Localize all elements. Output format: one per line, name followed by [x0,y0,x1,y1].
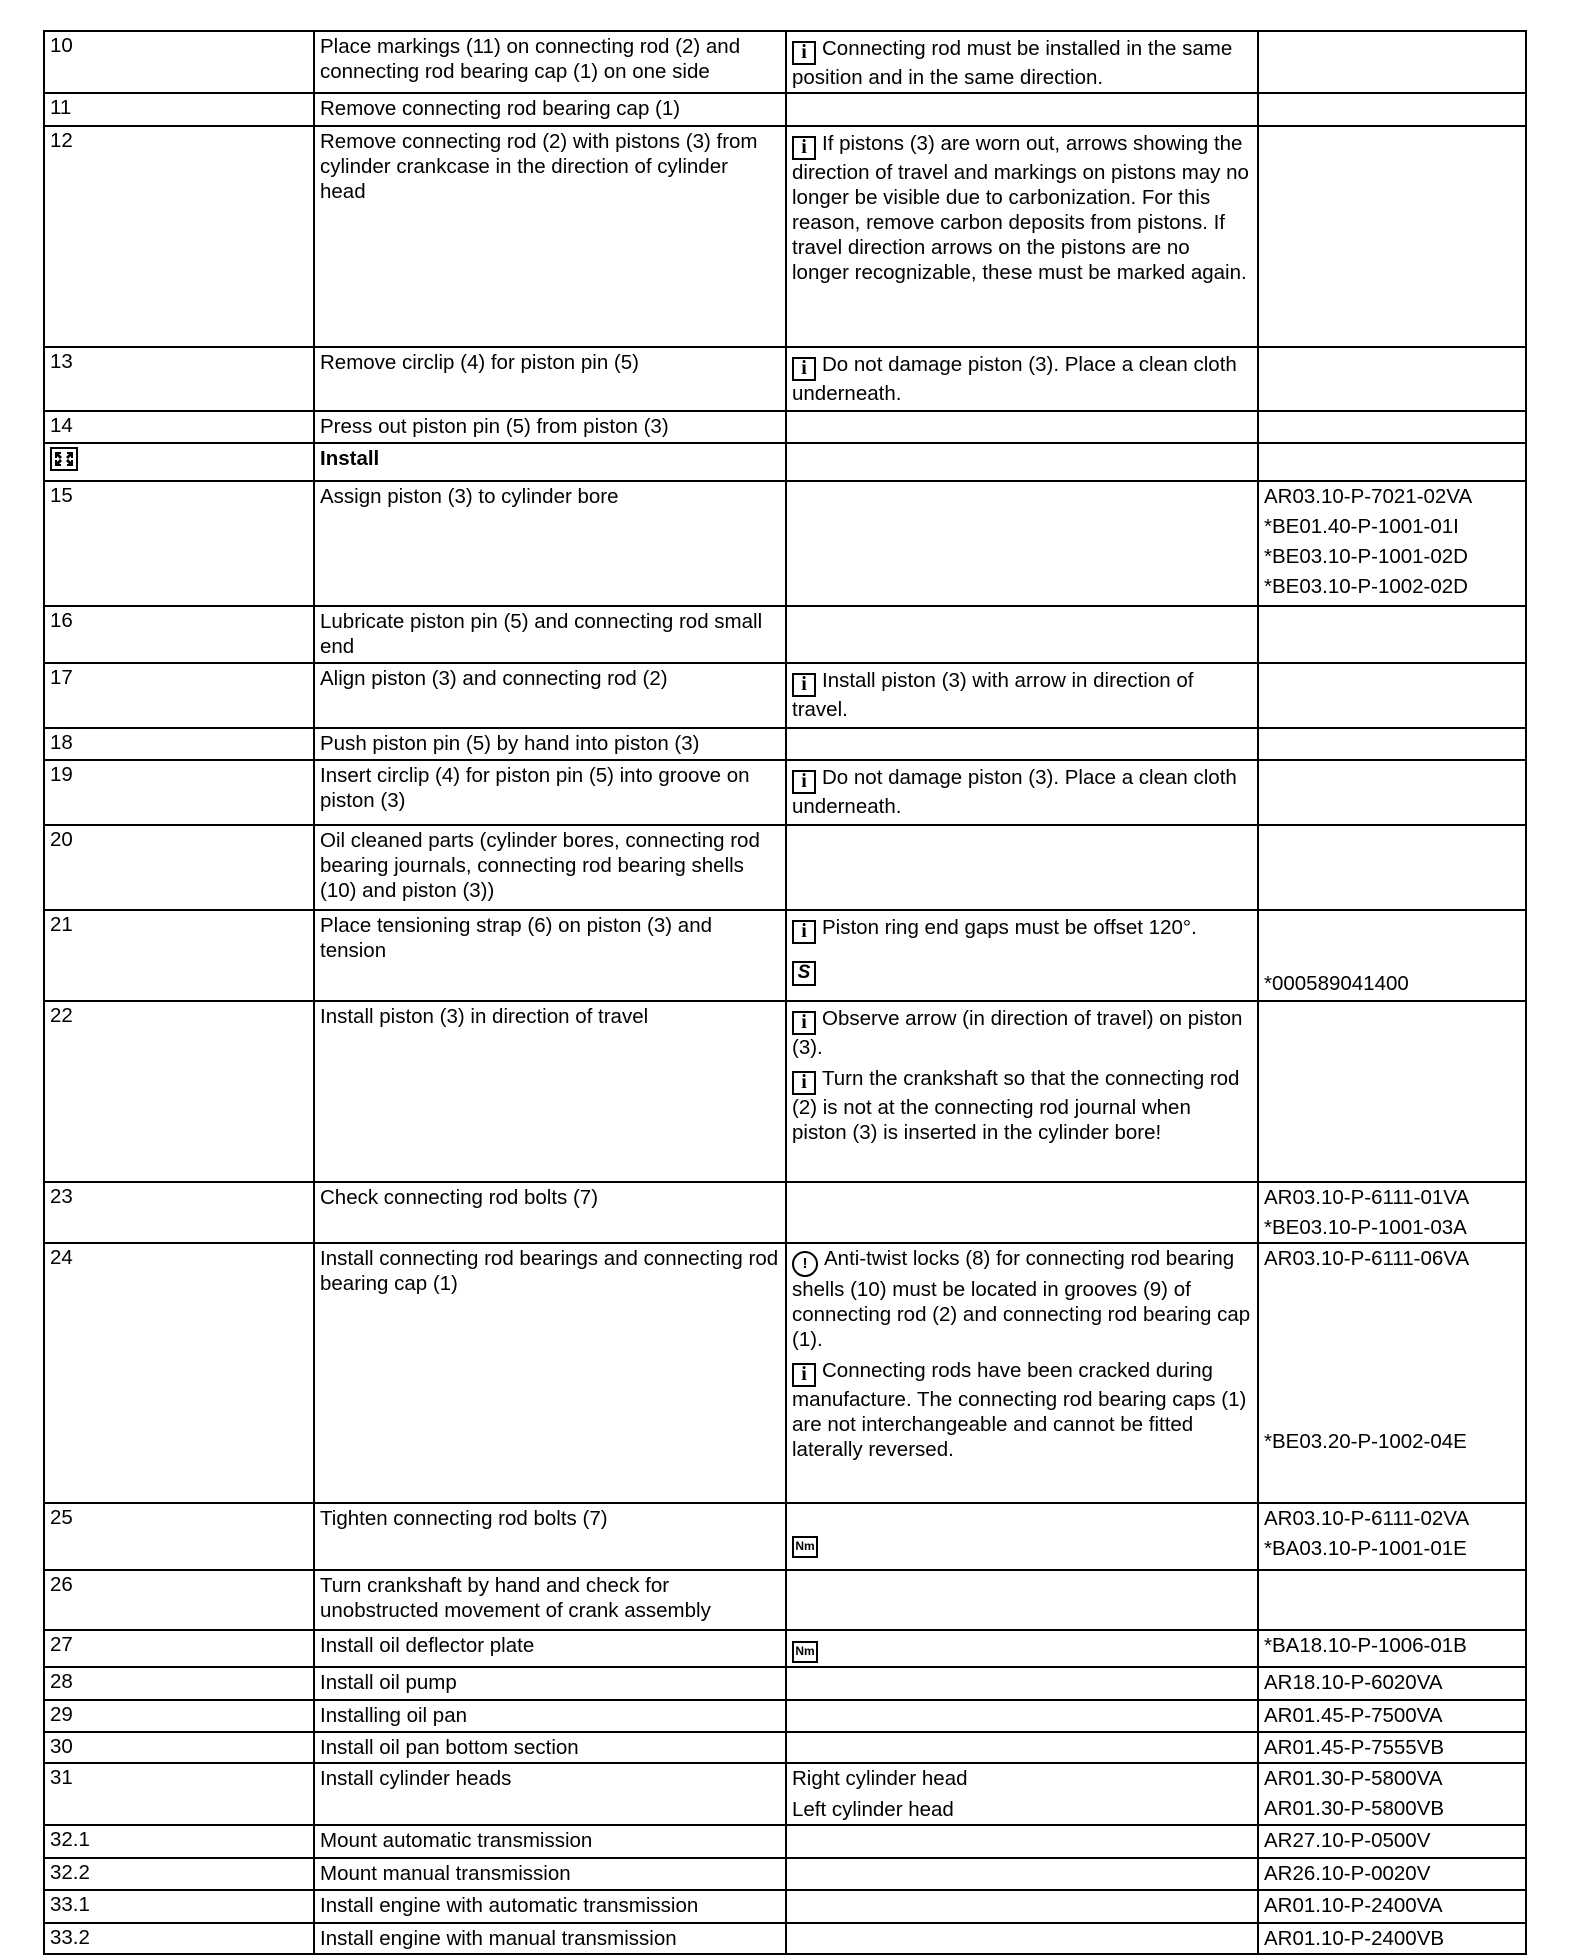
step-description-cell [314,1923,786,1954]
step-description: Press out piston pin (5) from piston (3) [320,415,669,438]
note-text: Install piston (3) with arrow in direction of travel. [792,669,1194,721]
step-description-cell [314,93,786,126]
notes-cell [786,1667,1258,1700]
notes-cell [786,663,1258,728]
references-cell [1258,1503,1526,1570]
notes-cell [786,1890,1258,1923]
step-number: 30 [50,1735,73,1758]
notes-cell [786,910,1258,1001]
note [792,131,1251,285]
step-number-cell [44,443,314,481]
table-row [44,760,1526,825]
notes-cell [786,1630,1258,1667]
step-description-cell [314,1667,786,1700]
install-icon [50,447,78,471]
note [792,36,1251,90]
step-number: 24 [50,1246,73,1269]
references-cell [1258,760,1526,825]
references-cell [1258,1700,1526,1732]
step-description-cell [314,126,786,347]
note-text: If pistons (3) are worn out, arrows showing the direction of travel and markings on pistons may no longer be visible due to carbonization. For this reason, remove carbon deposits from pistons. If travel direction arrows on the pistons are no longer recognizable, these must be marked again. [792,132,1249,284]
step-description: Remove connecting rod (2) with pistons (3) from cylinder crankcase in the direction of cylinder head [320,130,758,203]
notes-cell [786,728,1258,760]
note-text: Turn the crankshaft so that the connecting rod (2) is not at the connecting rod journal when piston (3) is inserted in the cylinder bore! [792,1067,1240,1144]
step-number-cell [44,1182,314,1243]
step-number: 33.2 [50,1926,90,1949]
note [792,1766,1251,1791]
references-cell [1258,1923,1526,1954]
references-cell [1258,443,1526,481]
step-number: 28 [50,1670,73,1693]
notes-cell [786,760,1258,825]
references-cell [1258,1182,1526,1243]
step-description: Install oil pump [320,1671,457,1694]
step-number-cell [44,1732,314,1763]
note-text: Right cylinder head [792,1767,968,1790]
document-reference-link[interactable]: AR01.45-P-7555VB [1264,1736,1445,1759]
notes-cell [786,1763,1258,1825]
step-number-cell [44,1763,314,1825]
note [792,1797,1251,1822]
document-reference-link[interactable]: *BA18.10-P-1006-01B [1264,1634,1467,1657]
notes-cell [786,93,1258,126]
step-number: 15 [50,484,73,507]
step-description: Oil cleaned parts (cylinder bores, connecting rod bearing journals, connecting rod bearing shells (10) and piston (3)) [320,829,760,902]
step-description: Install engine with manual transmission [320,1927,677,1950]
references-cell [1258,481,1526,606]
step-description-cell [314,606,786,663]
step-description-cell [314,728,786,760]
note [792,765,1251,819]
table-row [44,1182,1526,1243]
table-row [44,411,1526,443]
references-cell [1258,825,1526,910]
step-number-cell [44,606,314,663]
references-cell [1258,1630,1526,1667]
step-number-cell [44,481,314,606]
step-number: 14 [50,414,73,437]
step-number-cell [44,1667,314,1700]
step-number-cell [44,760,314,825]
references-cell [1258,1763,1526,1825]
note-text: Observe arrow (in direction of travel) on piston (3). [792,1007,1243,1059]
step-description: Place tensioning strap (6) on piston (3) and tension [320,914,713,962]
step-description: Install engine with automatic transmission [320,1894,699,1917]
document-reference-link[interactable]: AR03.10-P-6111-01VA [1264,1186,1470,1209]
references-cell [1258,31,1526,93]
references-cell [1258,1732,1526,1763]
table-row [44,31,1526,93]
step-description: Assign piston (3) to cylinder bore [320,485,619,508]
step-description-cell [314,1858,786,1890]
step-number: 23 [50,1185,73,1208]
references-cell [1258,1667,1526,1700]
note-text: Do not damage piston (3). Place a clean cloth underneath. [792,766,1237,818]
table-row [44,1503,1526,1570]
step-description: Mount manual transmission [320,1862,571,1885]
references-cell [1258,1890,1526,1923]
table-row [44,728,1526,760]
step-description-cell [314,31,786,93]
document-reference-link[interactable]: AR01.10-P-2400VB [1264,1927,1445,1950]
document-reference-link[interactable]: *BE03.10-P-1001-02D [1264,545,1468,568]
step-number-cell [44,1001,314,1182]
step-description: Align piston (3) and connecting rod (2) [320,667,668,690]
document-reference-link[interactable]: AR03.10-P-6111-02VA [1264,1507,1470,1530]
notes-cell [786,1825,1258,1858]
references-cell [1258,93,1526,126]
info-icon: i [792,136,816,160]
note [792,1006,1251,1060]
references-cell [1258,411,1526,443]
step-number: 29 [50,1703,73,1726]
step-number-cell [44,31,314,93]
step-number-cell [44,1503,314,1570]
step-description-cell [314,910,786,1001]
step-number-cell [44,411,314,443]
document-reference-link[interactable]: *BE01.40-P-1001-01I [1264,515,1459,538]
note [792,1246,1251,1352]
step-number: 13 [50,350,73,373]
document-reference-link[interactable]: AR01.30-P-5800VB [1264,1797,1445,1820]
table-row [44,1667,1526,1700]
document-reference-link[interactable]: AR27.10-P-0500V [1264,1829,1431,1852]
procedure-table-body [44,31,1526,1954]
step-description: Place markings (11) on connecting rod (2) and connecting rod bearing cap (1) on one side [320,35,741,83]
table-row [44,1890,1526,1923]
step-description: Install piston (3) in direction of travel [320,1005,649,1028]
table-row [44,1001,1526,1182]
notes-cell [786,126,1258,347]
step-number-cell [44,825,314,910]
step-number-cell [44,663,314,728]
table-row [44,126,1526,347]
info-icon: i [792,770,816,794]
section-heading: Install [320,447,380,470]
step-description: Remove circlip (4) for piston pin (5) [320,351,639,374]
step-number: 18 [50,731,73,754]
table-row [44,1763,1526,1825]
notes-cell [786,825,1258,910]
notes-cell [786,1700,1258,1732]
table-row [44,1630,1526,1667]
references-cell [1258,1243,1526,1503]
note [792,352,1251,406]
document-reference-link[interactable]: AR01.45-P-7500VA [1264,1704,1443,1727]
references-cell [1258,347,1526,411]
note [792,1528,1251,1558]
step-number: 12 [50,129,73,152]
step-number-cell [44,347,314,411]
step-number: 32.2 [50,1861,90,1884]
step-number: 20 [50,828,73,851]
references-cell [1258,1570,1526,1630]
step-description: Install oil pan bottom section [320,1736,579,1759]
step-number: 17 [50,666,73,689]
notes-cell [786,1243,1258,1503]
document-reference-link[interactable]: AR26.10-P-0020V [1264,1862,1431,1885]
step-description: Installing oil pan [320,1704,468,1727]
notes-cell [786,481,1258,606]
references-cell [1258,1825,1526,1858]
step-description: Install connecting rod bearings and connecting rod bearing cap (1) [320,1247,779,1295]
document-reference-link[interactable]: AR03.10-P-7021-02VA [1264,485,1473,508]
note-text: Connecting rods have been cracked during manufacture. The connecting rod bearing caps (1) are not interchangeable and cannot be fitted laterally reversed. [792,1359,1247,1461]
notes-cell [786,1732,1258,1763]
step-number: 26 [50,1573,73,1596]
references-cell [1258,728,1526,760]
step-number-cell [44,1825,314,1858]
step-description: Mount automatic transmission [320,1829,593,1852]
notes-cell [786,1570,1258,1630]
step-description-cell [314,411,786,443]
note [792,1358,1251,1462]
step-description-cell [314,1763,786,1825]
table-row [44,1858,1526,1890]
table-row [44,663,1526,728]
step-description-cell [314,481,786,606]
table-row [44,1700,1526,1732]
note [792,1633,1251,1663]
table-row [44,1243,1526,1503]
table-row [44,825,1526,910]
table-row [44,443,1526,481]
step-description-cell [314,1001,786,1182]
info-icon: i [792,1071,816,1095]
note [792,668,1251,722]
step-number: 16 [50,609,73,632]
info-icon: i [792,673,816,697]
references-cell [1258,910,1526,1001]
step-description-cell [314,760,786,825]
info-icon: i [792,357,816,381]
warning-icon: ! [792,1251,818,1277]
step-description: Remove connecting rod bearing cap (1) [320,97,681,120]
step-number: 10 [50,34,73,57]
notes-cell [786,1923,1258,1954]
table-row [44,1825,1526,1858]
notes-cell [786,443,1258,481]
step-description-cell [314,347,786,411]
step-number: 25 [50,1506,73,1529]
step-number-cell [44,1570,314,1630]
table-row [44,606,1526,663]
notes-cell [786,31,1258,93]
step-description: Turn crankshaft by hand and check for unobstructed movement of crank assembly [320,1574,711,1622]
note-text: Anti-twist locks (8) for connecting rod bearing shells (10) must be located in grooves (9) of connecting rod (2) and connecting rod bearing cap (1). [792,1247,1251,1351]
step-description: Insert circlip (4) for piston pin (5) into groove on piston (3) [320,764,750,812]
notes-cell [786,1182,1258,1243]
step-number: 22 [50,1004,73,1027]
step-number: 19 [50,763,73,786]
step-description: Check connecting rod bolts (7) [320,1186,599,1209]
step-description: Push piston pin (5) by hand into piston (3) [320,732,700,755]
table-row [44,1570,1526,1630]
info-icon: i [792,1011,816,1035]
torque-icon: Nm [792,1641,818,1663]
note-text: Connecting rod must be installed in the same position and in the same direction. [792,37,1233,89]
info-icon: i [792,1363,816,1387]
document-reference-link[interactable]: *000589041400 [1264,972,1409,995]
step-description-cell [314,1243,786,1503]
note [792,915,1251,944]
note [792,956,1251,986]
step-number: 32.1 [50,1828,90,1851]
step-number-cell [44,126,314,347]
document-reference-link[interactable]: AR03.10-P-6111-06VA [1264,1247,1470,1270]
step-number-cell [44,1630,314,1667]
section-heading-cell [314,443,786,481]
notes-cell [786,606,1258,663]
note-text: Left cylinder head [792,1798,954,1821]
notes-cell [786,1503,1258,1570]
step-description-cell [314,1825,786,1858]
info-icon: i [792,41,816,65]
table-row [44,1732,1526,1763]
step-description: Install cylinder heads [320,1767,512,1790]
step-description: Tighten connecting rod bolts (7) [320,1507,608,1530]
document-reference-link[interactable]: AR01.10-P-2400VA [1264,1894,1443,1917]
info-icon: i [792,920,816,944]
table-row [44,1923,1526,1954]
table-row [44,347,1526,411]
references-cell [1258,606,1526,663]
step-number-cell [44,728,314,760]
references-cell [1258,663,1526,728]
step-number: 31 [50,1766,73,1789]
torque-icon: Nm [792,1536,818,1558]
table-row [44,910,1526,1001]
notes-cell [786,347,1258,411]
step-number: 27 [50,1633,73,1656]
document-reference-link[interactable]: *BE03.10-P-1002-02D [1264,575,1468,598]
step-description-cell [314,663,786,728]
references-cell [1258,1001,1526,1182]
document-reference-link[interactable]: AR01.30-P-5800VA [1264,1767,1443,1790]
special-tool-icon: S [792,961,816,986]
note-text: Piston ring end gaps must be offset 120°. [822,916,1197,939]
step-number-cell [44,1700,314,1732]
document-reference-link[interactable]: *BE03.20-P-1002-04E [1264,1430,1467,1453]
step-description-cell [314,1732,786,1763]
step-number-cell [44,1923,314,1954]
note [792,1066,1251,1145]
document-reference-link[interactable]: AR18.10-P-6020VA [1264,1671,1443,1694]
step-description-cell [314,1182,786,1243]
note-text: Do not damage piston (3). Place a clean cloth underneath. [792,353,1237,405]
step-number-cell [44,1858,314,1890]
step-number-cell [44,1890,314,1923]
document-reference-link[interactable]: *BA03.10-P-1001-01E [1264,1537,1467,1560]
references-cell [1258,1858,1526,1890]
references-cell [1258,126,1526,347]
step-description: Lubricate piston pin (5) and connecting rod small end [320,610,763,658]
document-reference-link[interactable]: *BE03.10-P-1001-03A [1264,1216,1467,1239]
step-description-cell [314,1503,786,1570]
step-description: Install oil deflector plate [320,1634,535,1657]
step-number-cell [44,1243,314,1503]
notes-cell [786,411,1258,443]
table-row [44,481,1526,606]
step-number: 21 [50,913,73,936]
step-description-cell [314,1570,786,1630]
notes-cell [786,1858,1258,1890]
step-number: 11 [50,96,72,119]
step-number-cell [44,93,314,126]
table-row [44,93,1526,126]
procedure-table [43,30,1527,1955]
step-number-cell [44,910,314,1001]
step-number: 33.1 [50,1893,90,1916]
step-description-cell [314,825,786,910]
step-description-cell [314,1700,786,1732]
step-description-cell [314,1630,786,1667]
step-description-cell [314,1890,786,1923]
notes-cell [786,1001,1258,1182]
